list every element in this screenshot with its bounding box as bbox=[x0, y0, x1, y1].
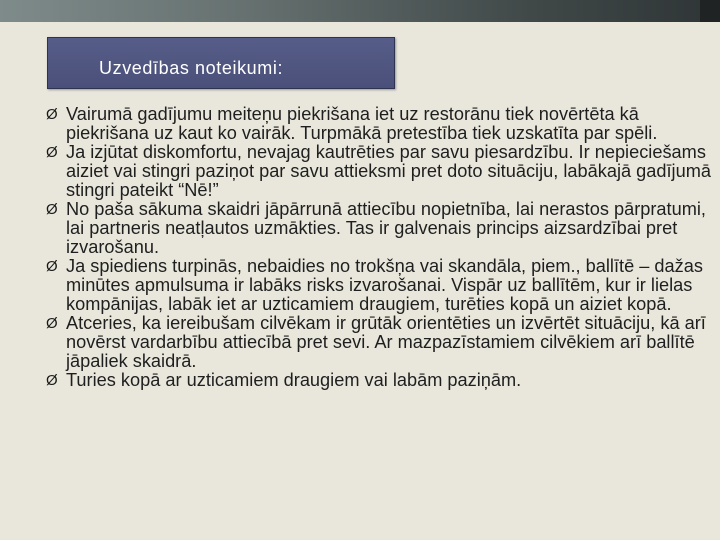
bullet-item bbox=[46, 200, 714, 257]
bullet-item bbox=[46, 105, 714, 143]
bullet-text: Vairumā gadījumu meiteņu piekrišana iet uz restorānu tiek novērtēta kā piekrišana uz kaut ko vairāk. Turpmākā pretestība tiek uzskatīta par spēli. bbox=[66, 104, 658, 143]
bullet-item bbox=[46, 257, 714, 314]
arrow-bullet-icon: Ø bbox=[46, 315, 58, 332]
top-decorative-bar bbox=[0, 0, 720, 22]
arrow-bullet-icon: Ø bbox=[46, 258, 58, 275]
slide-title: Uzvedības noteikumi: bbox=[99, 58, 284, 78]
bullet-text: No paša sākuma skaidri jāpārrunā attiecību nopietnība, lai nerastos pārpratumi, lai partneris neatļautos uzmākties. Tas ir galvenais princips aizsardzībai pret izvarošanu. bbox=[66, 199, 706, 257]
arrow-bullet-icon: Ø bbox=[46, 201, 58, 218]
arrow-bullet-icon: Ø bbox=[46, 144, 58, 161]
bullet-text: Ja izjūtat diskomfortu, nevajag kautrēties par savu piesardzību. Ir nepieciešams aiziet vai stingri paziņot par savu attieksmi pret doto situāciju, labākajā gadījumā stingri pateikt “Nē!” bbox=[66, 142, 711, 200]
title-box bbox=[47, 37, 395, 89]
bullet-item bbox=[46, 371, 714, 390]
bullet-text: Atceries, ka iereibušam cilvēkam ir grūtāk orientēties un izvērtēt situāciju, kā arī novērst vardarbību attiecībā pret sevi. Ar mazpazīstamiem cilvēkiem arī ballītē jāpaliek skaidrā. bbox=[66, 313, 706, 371]
top-bar-accent bbox=[700, 0, 720, 22]
bullet-text: Turies kopā ar uzticamiem draugiem vai labām paziņām. bbox=[66, 370, 522, 390]
bullet-text: Ja spiediens turpinās, nebaidies no trokšņa vai skandāla, piem., ballītē – dažas minūtes apmulsuma ir labāks risks izvarošanai. Vispār uz ballītēm, kur ir lielas kompānijas, labāk iet ar uzticamiem draugiem, turēties kopā un aiziet kopā. bbox=[66, 256, 703, 314]
bullet-item bbox=[46, 314, 714, 371]
arrow-bullet-icon: Ø bbox=[46, 106, 58, 123]
arrow-bullet-icon: Ø bbox=[46, 372, 58, 389]
bullet-item bbox=[46, 143, 714, 200]
bullet-list bbox=[46, 105, 714, 390]
